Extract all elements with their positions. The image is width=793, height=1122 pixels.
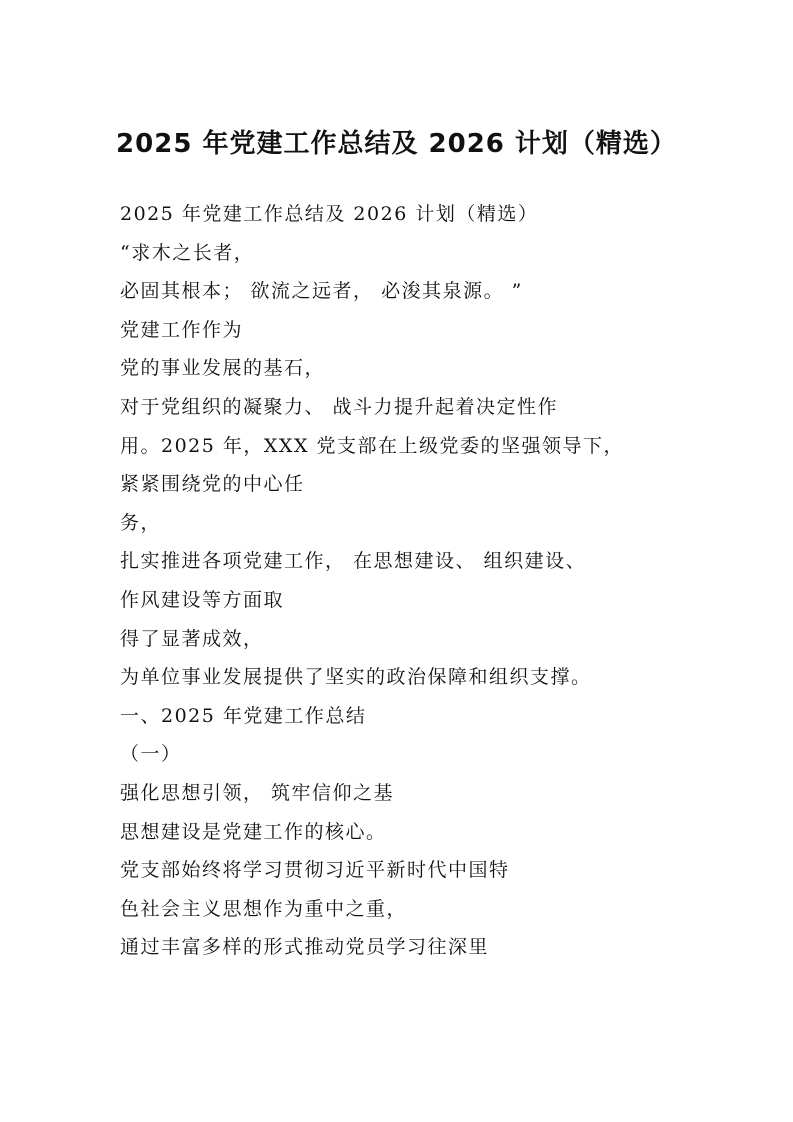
document-title: 2025 年党建工作总结及 2026 计划（精选） — [116, 129, 677, 159]
text-line: 色社会主义思想作为重中之重， — [120, 897, 408, 920]
text-line: 务， — [120, 511, 162, 534]
text-line: 得了显著成效， — [120, 627, 264, 650]
text-line: 党的事业发展的基石， — [120, 357, 326, 380]
text-line: 紧紧围绕党的中心任 — [120, 473, 305, 496]
section-heading: 一、2025 年党建工作总结 — [120, 704, 367, 727]
text-line: 党支部始终将学习贯彻习近平新时代中国特 — [120, 859, 510, 882]
text-line: 对于党组织的凝聚力、 战斗力提升起着决定性作 — [120, 395, 559, 418]
text-line: 思想建设是党建工作的核心。 — [120, 820, 387, 843]
document-body — [120, 195, 680, 967]
text-line: 扎实推进各项党建工作， 在思想建设、 组织建设、 — [120, 550, 587, 573]
text-line: 用。2025 年，XXX 党支部在上级党委的坚强领导下， — [120, 434, 625, 457]
text-line: 通过丰富多样的形式推动党员学习往深里 — [120, 936, 490, 959]
text-line: 必固其根本； 欲流之远者， 必浚其泉源。 ” — [120, 280, 523, 303]
text-line: “求木之长者， — [120, 241, 255, 264]
text-line: 党建工作作为 — [120, 318, 244, 341]
subsection-heading: 强化思想引领， 筑牢信仰之基 — [120, 781, 395, 804]
text-line: 为单位事业发展提供了坚实的政治保障和组织支撑。 — [120, 666, 592, 689]
text-line: 2025 年党建工作总结及 2026 计划（精选） — [120, 203, 539, 225]
text-line: 作风建设等方面取 — [120, 588, 285, 611]
subsection-number: （一） — [120, 743, 182, 766]
